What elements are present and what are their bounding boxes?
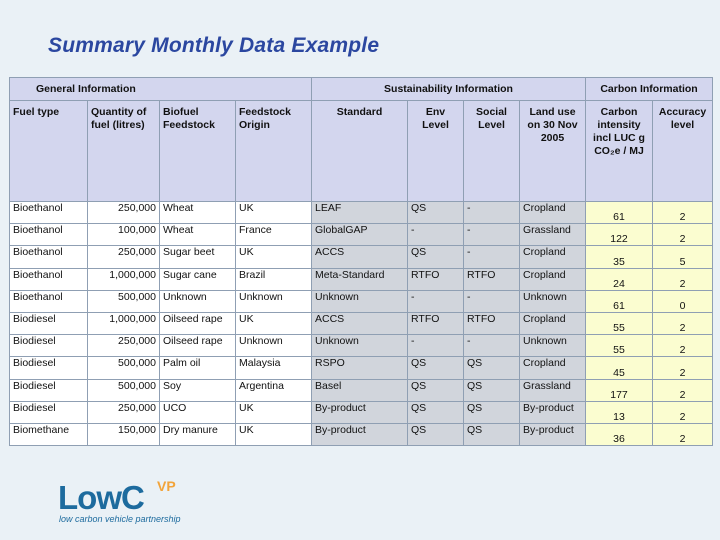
table-row: [10, 224, 713, 246]
cell-standard: Meta-Standard: [312, 268, 408, 290]
cell-fuel-type: Bioethanol: [10, 290, 88, 312]
cell-standard: ACCS: [312, 312, 408, 334]
cell-origin: UK: [236, 202, 312, 224]
cell-social-level: -: [464, 290, 520, 312]
cell-carbon-intensity: 122: [586, 224, 653, 246]
cell-land-use: Cropland: [520, 202, 586, 224]
cell-fuel-type: Biodiesel: [10, 335, 88, 357]
cell-quantity: 100,000: [88, 224, 160, 246]
cell-carbon-intensity: 55: [586, 312, 653, 334]
cell-standard: RSPO: [312, 357, 408, 379]
cell-land-use: Unknown: [520, 290, 586, 312]
cell-social-level: -: [464, 202, 520, 224]
cell-feedstock: UCO: [160, 401, 236, 423]
cell-env-level: -: [408, 224, 464, 246]
cell-feedstock: Dry manure: [160, 423, 236, 445]
table-row: [10, 246, 713, 268]
cell-land-use: Cropland: [520, 268, 586, 290]
cell-fuel-type: Biomethane: [10, 423, 88, 445]
group-header-row: [10, 78, 713, 101]
cell-quantity: 250,000: [88, 202, 160, 224]
cell-carbon-intensity: 13: [586, 401, 653, 423]
table-body: [10, 202, 713, 446]
cell-social-level: RTFO: [464, 268, 520, 290]
col-header-land-use: Land use on 30 Nov 2005: [520, 101, 586, 202]
cell-env-level: -: [408, 335, 464, 357]
cell-standard: GlobalGAP: [312, 224, 408, 246]
cell-env-level: QS: [408, 423, 464, 445]
table-row: [10, 379, 713, 401]
cell-carbon-intensity: 61: [586, 290, 653, 312]
cell-feedstock: Sugar cane: [160, 268, 236, 290]
cell-quantity: 250,000: [88, 335, 160, 357]
table-row: [10, 312, 713, 334]
cell-feedstock: Unknown: [160, 290, 236, 312]
group-general-information: General Information: [10, 78, 312, 101]
cell-standard: Unknown: [312, 290, 408, 312]
cell-accuracy: 2: [653, 401, 713, 423]
cell-accuracy: 0: [653, 290, 713, 312]
cell-fuel-type: Bioethanol: [10, 224, 88, 246]
cell-quantity: 1,000,000: [88, 268, 160, 290]
group-sustainability-information: Sustainability Information: [312, 78, 586, 101]
cell-quantity: 500,000: [88, 357, 160, 379]
cell-origin: Argentina: [236, 379, 312, 401]
cell-fuel-type: Biodiesel: [10, 379, 88, 401]
cell-land-use: By-product: [520, 423, 586, 445]
cell-origin: Unknown: [236, 290, 312, 312]
cell-social-level: RTFO: [464, 312, 520, 334]
cell-social-level: QS: [464, 423, 520, 445]
cell-fuel-type: Biodiesel: [10, 312, 88, 334]
col-header-feedstock: Biofuel Feedstock: [160, 101, 236, 202]
logo-superscript: VP: [157, 478, 176, 494]
cell-social-level: QS: [464, 357, 520, 379]
cell-carbon-intensity: 36: [586, 423, 653, 445]
cell-feedstock: Oilseed rape: [160, 335, 236, 357]
cell-carbon-intensity: 35: [586, 246, 653, 268]
cell-carbon-intensity: 177: [586, 379, 653, 401]
cell-accuracy: 2: [653, 357, 713, 379]
cell-land-use: Unknown: [520, 335, 586, 357]
table-row: [10, 357, 713, 379]
table-row: [10, 401, 713, 423]
logo-tagline: low carbon vehicle partnership: [59, 514, 181, 524]
col-header-carbon-intensity: Carbon intensity incl LUC g CO₂e / MJ: [586, 101, 653, 202]
cell-accuracy: 2: [653, 379, 713, 401]
cell-env-level: QS: [408, 202, 464, 224]
lowcvp-logo: [58, 478, 218, 528]
cell-env-level: RTFO: [408, 268, 464, 290]
cell-social-level: -: [464, 224, 520, 246]
cell-quantity: 500,000: [88, 290, 160, 312]
cell-feedstock: Wheat: [160, 224, 236, 246]
cell-standard: Unknown: [312, 335, 408, 357]
cell-origin: France: [236, 224, 312, 246]
cell-fuel-type: Bioethanol: [10, 202, 88, 224]
cell-env-level: QS: [408, 357, 464, 379]
cell-standard: LEAF: [312, 202, 408, 224]
cell-quantity: 1,000,000: [88, 312, 160, 334]
cell-land-use: By-product: [520, 401, 586, 423]
cell-land-use: Grassland: [520, 379, 586, 401]
group-carbon-information: Carbon Information: [586, 78, 713, 101]
cell-feedstock: Oilseed rape: [160, 312, 236, 334]
cell-social-level: QS: [464, 401, 520, 423]
col-header-accuracy: Accuracy level: [653, 101, 713, 202]
cell-land-use: Grassland: [520, 224, 586, 246]
cell-fuel-type: Bioethanol: [10, 246, 88, 268]
column-header-row: [10, 101, 713, 202]
cell-standard: By-product: [312, 423, 408, 445]
slide-title: Summary Monthly Data Example: [48, 34, 380, 57]
col-header-quantity: Quantity of fuel (litres): [88, 101, 160, 202]
col-header-standard: Standard: [312, 101, 408, 202]
cell-social-level: -: [464, 246, 520, 268]
cell-origin: UK: [236, 246, 312, 268]
cell-feedstock: Wheat: [160, 202, 236, 224]
cell-accuracy: 2: [653, 312, 713, 334]
cell-carbon-intensity: 55: [586, 335, 653, 357]
cell-env-level: QS: [408, 401, 464, 423]
cell-standard: Basel: [312, 379, 408, 401]
cell-env-level: QS: [408, 379, 464, 401]
cell-quantity: 500,000: [88, 379, 160, 401]
cell-carbon-intensity: 24: [586, 268, 653, 290]
cell-social-level: -: [464, 335, 520, 357]
table-row: [10, 335, 713, 357]
cell-accuracy: 2: [653, 202, 713, 224]
cell-accuracy: 2: [653, 224, 713, 246]
table-row: [10, 290, 713, 312]
cell-social-level: QS: [464, 379, 520, 401]
cell-standard: By-product: [312, 401, 408, 423]
cell-origin: Malaysia: [236, 357, 312, 379]
col-header-env-level: Env Level: [408, 101, 464, 202]
cell-carbon-intensity: 45: [586, 357, 653, 379]
cell-accuracy: 5: [653, 246, 713, 268]
cell-quantity: 150,000: [88, 423, 160, 445]
cell-origin: Brazil: [236, 268, 312, 290]
cell-env-level: RTFO: [408, 312, 464, 334]
cell-feedstock: Sugar beet: [160, 246, 236, 268]
cell-feedstock: Soy: [160, 379, 236, 401]
cell-quantity: 250,000: [88, 246, 160, 268]
col-header-origin: Feedstock Origin: [236, 101, 312, 202]
logo-main-text: LowC: [58, 479, 144, 516]
cell-origin: Unknown: [236, 335, 312, 357]
cell-accuracy: 2: [653, 335, 713, 357]
col-header-fuel-type: Fuel type: [10, 101, 88, 202]
cell-land-use: Cropland: [520, 246, 586, 268]
cell-fuel-type: Biodiesel: [10, 357, 88, 379]
cell-carbon-intensity: 61: [586, 202, 653, 224]
cell-feedstock: Palm oil: [160, 357, 236, 379]
cell-origin: UK: [236, 401, 312, 423]
col-header-social-level: Social Level: [464, 101, 520, 202]
table-row: [10, 423, 713, 445]
cell-origin: UK: [236, 312, 312, 334]
cell-accuracy: 2: [653, 423, 713, 445]
cell-fuel-type: Biodiesel: [10, 401, 88, 423]
table-row: [10, 202, 713, 224]
cell-land-use: Cropland: [520, 357, 586, 379]
cell-quantity: 250,000: [88, 401, 160, 423]
table-row: [10, 268, 713, 290]
cell-fuel-type: Bioethanol: [10, 268, 88, 290]
cell-standard: ACCS: [312, 246, 408, 268]
cell-origin: UK: [236, 423, 312, 445]
cell-land-use: Cropland: [520, 312, 586, 334]
cell-accuracy: 2: [653, 268, 713, 290]
cell-env-level: -: [408, 290, 464, 312]
summary-table: [9, 77, 713, 446]
cell-env-level: QS: [408, 246, 464, 268]
